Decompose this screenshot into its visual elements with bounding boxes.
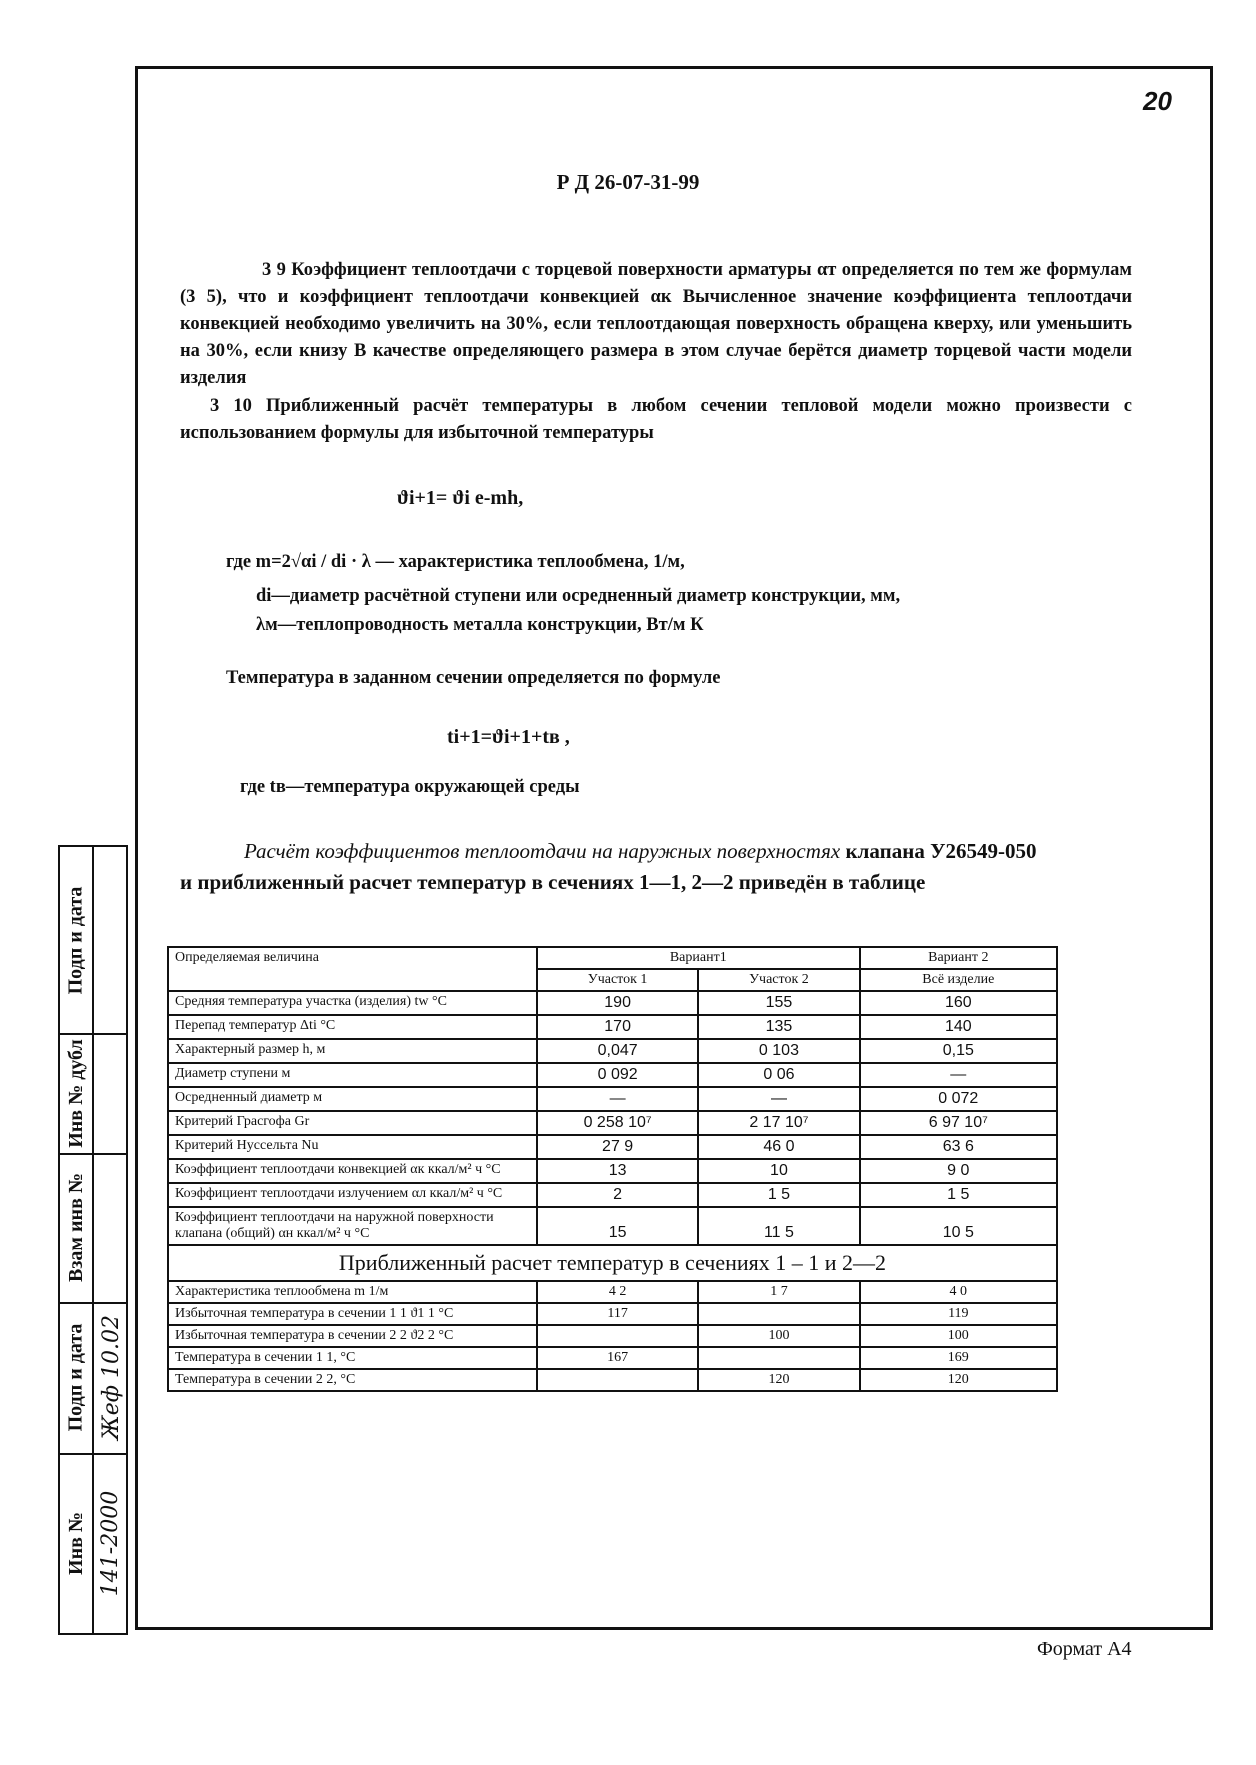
row-value-section2	[698, 1303, 859, 1325]
stamp-label-replace-inv: Взам инв №	[64, 1173, 87, 1282]
caption-italic: Расчёт коэффициентов теплоотдачи на наружных поверхностях	[244, 839, 841, 863]
row-value-section2: —	[698, 1087, 859, 1111]
row-value-section2: 0 103	[698, 1039, 859, 1063]
subheader-whole: Всё изделие	[860, 969, 1057, 991]
row-name: Характеристика теплообмена m 1/м	[168, 1281, 537, 1303]
row-value-section2: 11 5	[698, 1207, 859, 1245]
table-row	[168, 1325, 1057, 1347]
row-name: Диаметр ступени м	[168, 1063, 537, 1087]
row-value-section2	[698, 1347, 859, 1369]
row-value-section2: 10	[698, 1159, 859, 1183]
formula-temperature: ti+1=ϑi+1+tв ,	[447, 726, 570, 748]
where-line-t: где tв—температура окружающей среды	[240, 777, 580, 797]
caption-rest-1: клапана У26549-050	[840, 839, 1037, 863]
row-name: Коэффициент теплоотдачи излучением αл ккал/м² ч °С	[168, 1183, 537, 1207]
row-name: Коэффициент теплоотдачи конвекцией αк ккал/м² ч °С	[168, 1159, 537, 1183]
table-row	[168, 1303, 1057, 1325]
row-name: Коэффициент теплоотдачи на наружной поверхности клапана (общий) αн ккал/м² ч °С	[168, 1207, 537, 1245]
row-value-whole: 120	[860, 1369, 1057, 1391]
table-row	[168, 1183, 1057, 1207]
row-value-whole: 160	[860, 991, 1057, 1015]
row-name: Температура в сечении 1 1, °С	[168, 1347, 537, 1369]
table-row	[168, 1063, 1057, 1087]
row-value-section2: 100	[698, 1325, 859, 1347]
row-value-section1: 117	[537, 1303, 698, 1325]
subheader-section1: Участок 1	[537, 969, 698, 991]
where-line-m: где m=2√αi / di · λ — характеристика теплообмена, 1/м,	[226, 552, 685, 572]
side-stamp	[58, 845, 128, 1635]
row-value-whole: 10 5	[860, 1207, 1057, 1245]
stamp-label-inv: Инв №	[64, 1511, 87, 1575]
row-name: Температура в сечении 2 2, °С	[168, 1369, 537, 1391]
row-value-section1	[537, 1325, 698, 1347]
row-value-section2: 0 06	[698, 1063, 859, 1087]
calculation-table	[167, 946, 1058, 1392]
header-variant2: Вариант 2	[860, 947, 1057, 969]
row-value-section1: 13	[537, 1159, 698, 1183]
row-value-whole: 1 5	[860, 1183, 1057, 1207]
table-header-row	[168, 947, 1057, 969]
row-value-whole: —	[860, 1063, 1057, 1087]
page-number: 20	[1143, 86, 1172, 116]
format-label: Формат А4	[1037, 1638, 1132, 1660]
table-row	[168, 1111, 1057, 1135]
paragraph-3-9: 3 9 Коэффициент теплоотдачи с торцевой поверхности арматуры αт определяется по тем же формулам (3 5), что и коэффициент теплоотдачи конвекцией αк Вычисленное значение коэффициента теплоотдачи конвекцией необходимо увеличить на 30%, если теплоотдающая поверхность обращена кверху, или уменьшить на 30%, если книзу В качестве определяющего размера в этом случае берётся диаметр торцевой части модели изделия	[180, 260, 1132, 388]
table-section-row	[168, 1245, 1057, 1281]
row-name: Характерный размер h, м	[168, 1039, 537, 1063]
row-value-section1: 27 9	[537, 1135, 698, 1159]
row-value-section2: 1 7	[698, 1281, 859, 1303]
row-value-section1: 190	[537, 991, 698, 1015]
row-value-section1	[537, 1369, 698, 1391]
table-row	[168, 1159, 1057, 1183]
row-name: Критерий Нуссельта Nu	[168, 1135, 537, 1159]
row-value-section2: 1 5	[698, 1183, 859, 1207]
temperature-line: Температура в заданном сечении определяется по формуле	[226, 668, 721, 688]
row-value-section1: 15	[537, 1207, 698, 1245]
row-name: Осредненный диаметр м	[168, 1087, 537, 1111]
row-value-whole: 100	[860, 1325, 1057, 1347]
row-value-section1: 0 092	[537, 1063, 698, 1087]
row-value-whole: 6 97 10⁷	[860, 1111, 1057, 1135]
row-value-whole: 169	[860, 1347, 1057, 1369]
row-value-whole: 119	[860, 1303, 1057, 1325]
subheader-section2: Участок 2	[698, 969, 859, 991]
row-value-whole: 4 0	[860, 1281, 1057, 1303]
paragraph-3-10: 3 10 Приближенный расчёт температуры в любом сечении тепловой модели можно произвести с использованием формулы для избыточной температуры	[180, 396, 1132, 443]
row-value-section1: 4 2	[537, 1281, 698, 1303]
row-value-whole: 0,15	[860, 1039, 1057, 1063]
row-name: Средняя температура участка (изделия) tw °С	[168, 991, 537, 1015]
caption-rest-2: и приближенный расчет температур в сечениях 1—1, 2—2 приведён в таблице	[180, 870, 926, 894]
stamp-handwritten-inv: 141-2000	[98, 1490, 124, 1596]
table-row	[168, 1087, 1057, 1111]
formula-excess-temperature: ϑi+1= ϑi e-mh,	[397, 487, 524, 509]
row-value-whole: 140	[860, 1015, 1057, 1039]
table-caption	[180, 836, 1140, 898]
row-value-section2: 135	[698, 1015, 859, 1039]
table-row	[168, 1207, 1057, 1245]
table-row	[168, 991, 1057, 1015]
row-value-whole: 63 6	[860, 1135, 1057, 1159]
header-variant1: Вариант1	[537, 947, 860, 969]
table-row	[168, 1015, 1057, 1039]
table-row	[168, 1281, 1057, 1303]
row-value-section1: 2	[537, 1183, 698, 1207]
row-value-whole: 9 0	[860, 1159, 1057, 1183]
table-row	[168, 1039, 1057, 1063]
table-row	[168, 1369, 1057, 1391]
where-line-d: di—диаметр расчётной ступени или осредненный диаметр конструкции, мм,	[256, 586, 901, 606]
stamp-label-sign-date: Подп и дата	[64, 886, 87, 994]
row-value-section1: 167	[537, 1347, 698, 1369]
row-name: Избыточная температура в сечении 1 1 ϑ1 1 °С	[168, 1303, 537, 1325]
row-name: Критерий Грасгофа Gr	[168, 1111, 537, 1135]
row-name: Перепад температур Δti °С	[168, 1015, 537, 1039]
stamp-handwritten-signature: Жеф 10.02	[98, 1315, 124, 1440]
row-value-section1: 0,047	[537, 1039, 698, 1063]
row-value-whole: 0 072	[860, 1087, 1057, 1111]
row-name: Избыточная температура в сечении 2 2 ϑ2 2 °С	[168, 1325, 537, 1347]
row-value-section2: 2 17 10⁷	[698, 1111, 859, 1135]
stamp-label-inv-dup: Инв № дубл	[64, 1038, 87, 1148]
row-value-section1: —	[537, 1087, 698, 1111]
row-value-section2: 155	[698, 991, 859, 1015]
section-title: Приближенный расчет температур в сечениях 1 – 1 и 2—2	[168, 1245, 1057, 1281]
table-row	[168, 1135, 1057, 1159]
row-value-section1: 0 258 10⁷	[537, 1111, 698, 1135]
document-code: Р Д 26-07-31-99	[556, 170, 700, 194]
row-value-section2: 46 0	[698, 1135, 859, 1159]
header-name: Определяемая величина	[168, 947, 537, 991]
row-value-section2: 120	[698, 1369, 859, 1391]
where-line-lambda: λм—теплопроводность металла конструкции, Вт/м К	[256, 615, 704, 635]
row-value-section1: 170	[537, 1015, 698, 1039]
stamp-label-sign-date-2: Подп и дата	[64, 1323, 87, 1432]
table-row	[168, 1347, 1057, 1369]
